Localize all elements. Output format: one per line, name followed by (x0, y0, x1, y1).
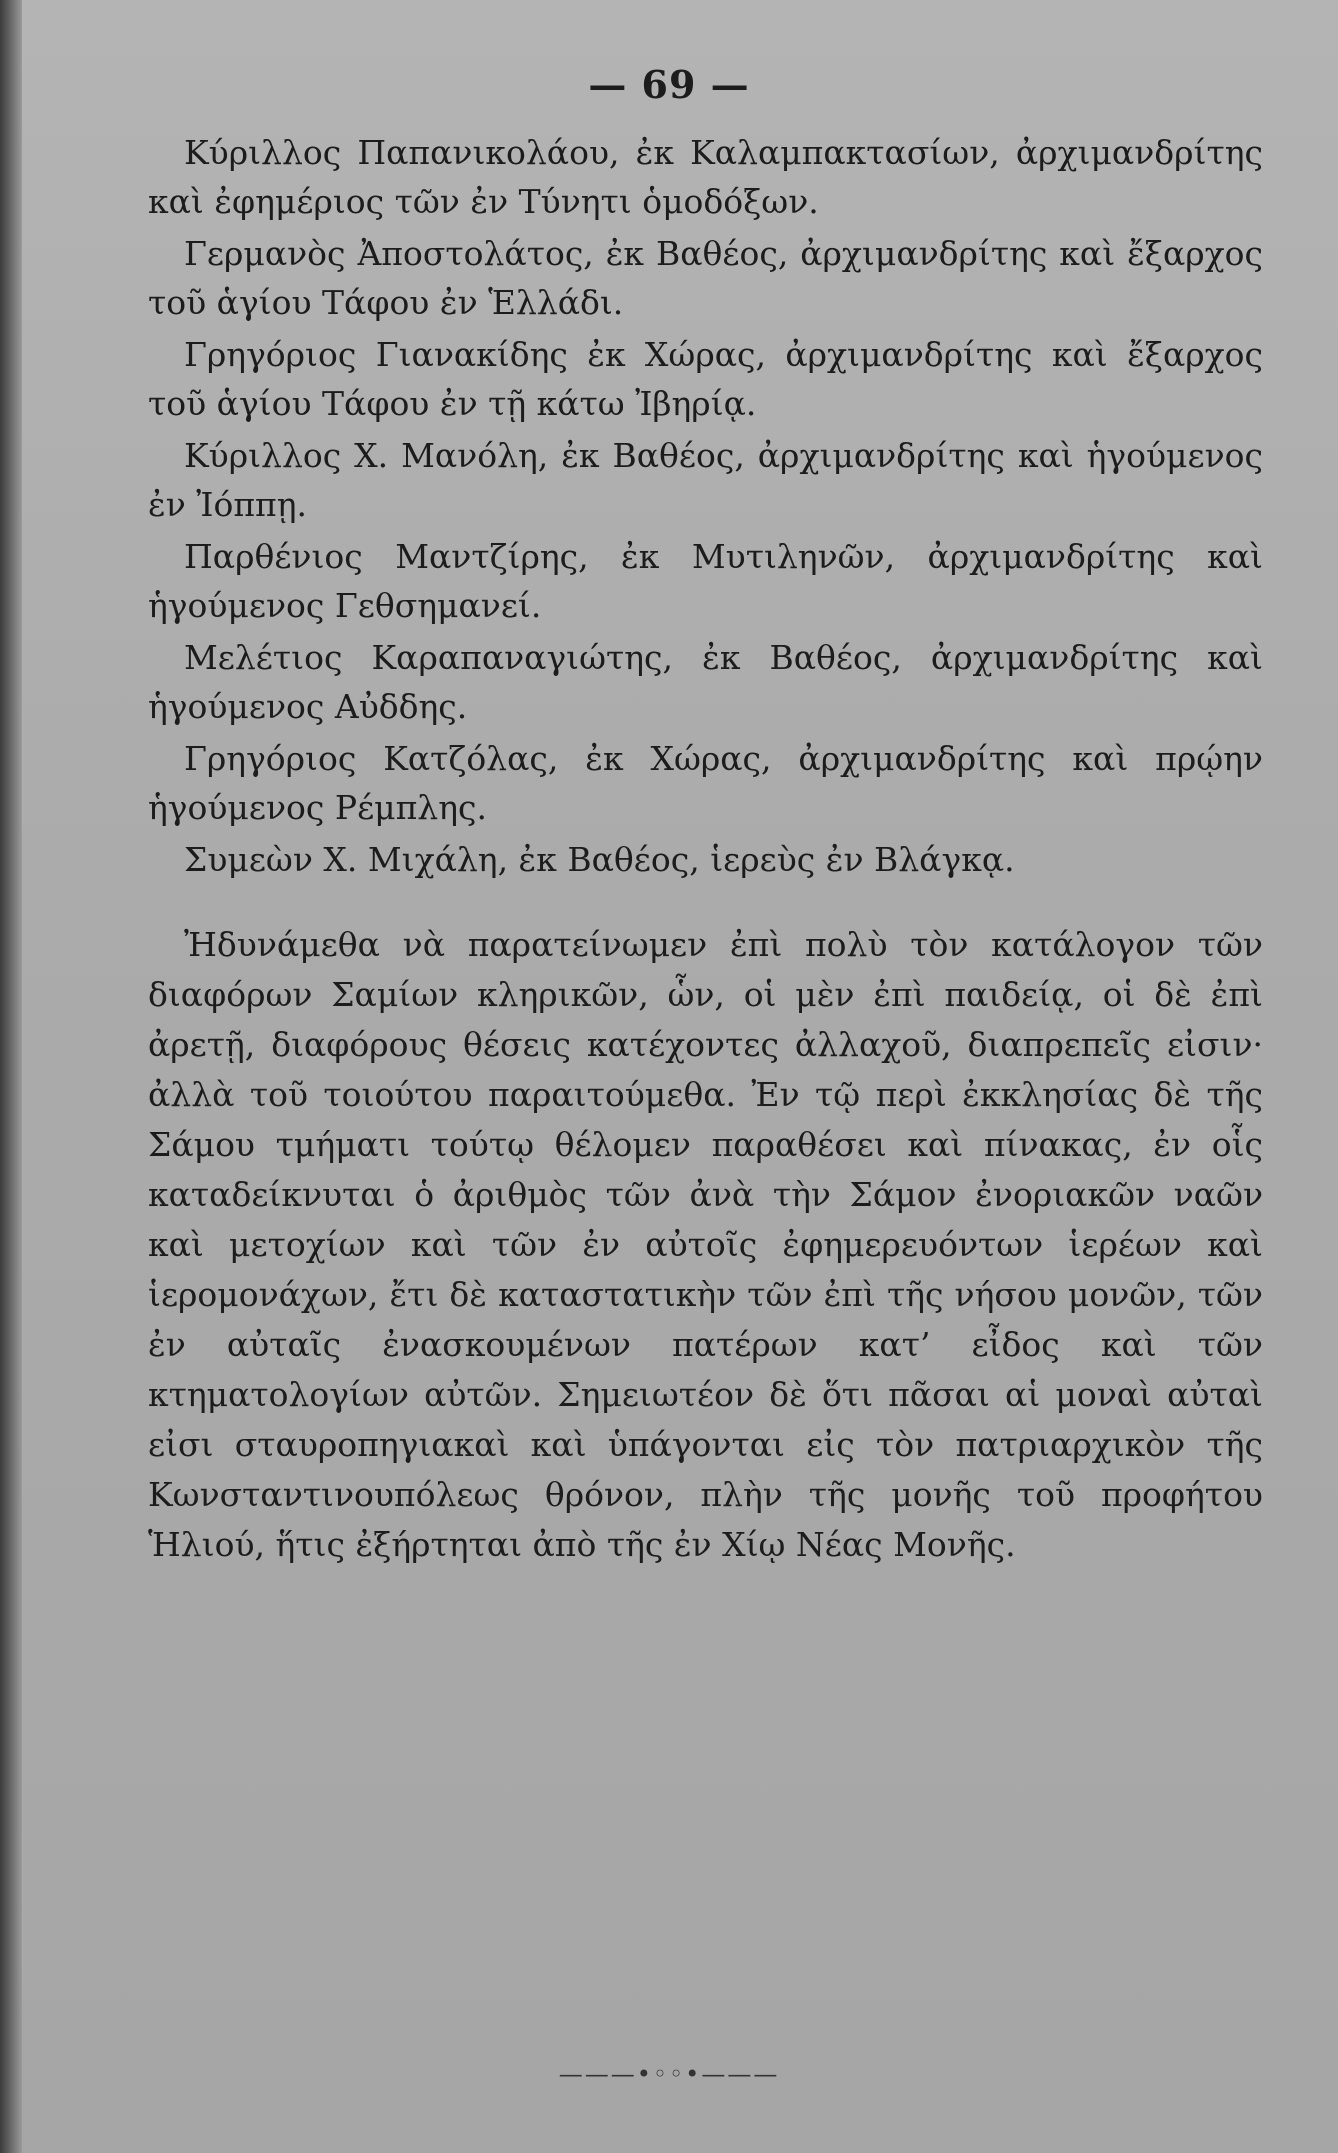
clergy-entry: Γρηγόριος Κατζόλας, ἐκ Χώρας, ἀρχιμανδρίτης καὶ πρῴην ἡγούμενος Ρέμπλης. (148, 739, 1263, 827)
page-binding-edge (0, 0, 22, 2153)
clergy-entry: Συμεὼν Χ. Μιχάλη, ἐκ Βαθέος, ἱερεὺς ἐν Βλάγκᾳ. (184, 840, 1015, 879)
clergy-entry: Μελέτιος Καραπαναγιώτης, ἐκ Βαθέος, ἀρχιμανδρίτης καὶ ἡγούμενος Αὐδδης. (148, 638, 1263, 726)
clergy-entry: Κύριλλος Χ. Μανόλη, ἐκ Βαθέος, ἀρχιμανδρίτης καὶ ἡγούμενος ἐν Ἰόππῃ. (148, 436, 1263, 524)
body-paragraph: Ἠδυνάμεθα νὰ παρατείνωμεν ἐπὶ πολὺ τὸν κατάλογον τῶν διαφόρων Σαμίων κληρικῶν, ὧν, οἱ μὲν ἐπὶ παιδείᾳ, οἱ δὲ ἐπὶ ἀρετῇ, διαφόρους θέσεις κατέχοντες ἀλλαχοῦ, διαπρεπεῖς εἰσιν· ἀλλὰ τοῦ τοιούτου παραιτούμεθα. Ἐν τῷ περὶ ἐκκλησίας δὲ τῆς Σάμου τμήματι τούτῳ θέλομεν παραθέσει καὶ πίνακας, ἐν οἷς καταδείκνυται ὁ ἀριθμὸς τῶν ἀνὰ τὴν Σάμον ἐνοριακῶν ναῶν καὶ μετοχίων καὶ τῶν ἐν αὐτοῖς ἐφημερευόντων ἱερέων καὶ ἱερομονάχων, ἔτι δὲ καταστατικὴν τῶν ἐπὶ τῆς νήσου μονῶν, τῶν ἐν αὐταῖς ἐνασκουμένων πατέρων κατ’ εἶδος καὶ τῶν κτηματολογίων αὐτῶν. Σημειωτέον δὲ ὅτι πᾶσαι αἱ μοναὶ αὐταὶ εἰσι σταυροπηγιακαὶ καὶ ὑπάγονται εἰς τὸν πατριαρχικὸν τῆς Κωνσταντινουπόλεως θρόνον, πλὴν τῆς μονῆς τοῦ προφήτου Ἡλιού, ἥτις ἐξήρτηται ἀπὸ τῆς ἐν Χίῳ Νέας Μονῆς. (148, 925, 1263, 1564)
clergy-entry: Κύριλλος Παπανικολάου, ἐκ Καλαμπακτασίων, ἀρχιμανδρίτης καὶ ἐφημέριος τῶν ἐν Τύνητι ὁμοδόξων. (148, 133, 1263, 221)
clergy-entry: Γερμανὸς Ἀποστολάτος, ἐκ Βαθέος, ἀρχιμανδρίτης καὶ ἔξαρχος τοῦ ἁγίου Τάφου ἐν Ἑλλάδι. (148, 234, 1263, 322)
clergy-entry: Παρθένιος Μαντζίρης, ἐκ Μυτιληνῶν, ἀρχιμανδρίτης καὶ ἡγούμενος Γεθσημανεί. (148, 537, 1263, 625)
page-number: — 69 — (588, 62, 750, 107)
end-ornament: ———•◦◦•——— (558, 2060, 780, 2088)
clergy-entry: Γρηγόριος Γιανακίδης ἐκ Χώρας, ἀρχιμανδρίτης καὶ ἔξαρχος τοῦ ἁγίου Τάφου ἐν τῇ κάτω Ἰβηρίᾳ. (148, 335, 1263, 423)
page-content (148, 128, 1263, 1570)
